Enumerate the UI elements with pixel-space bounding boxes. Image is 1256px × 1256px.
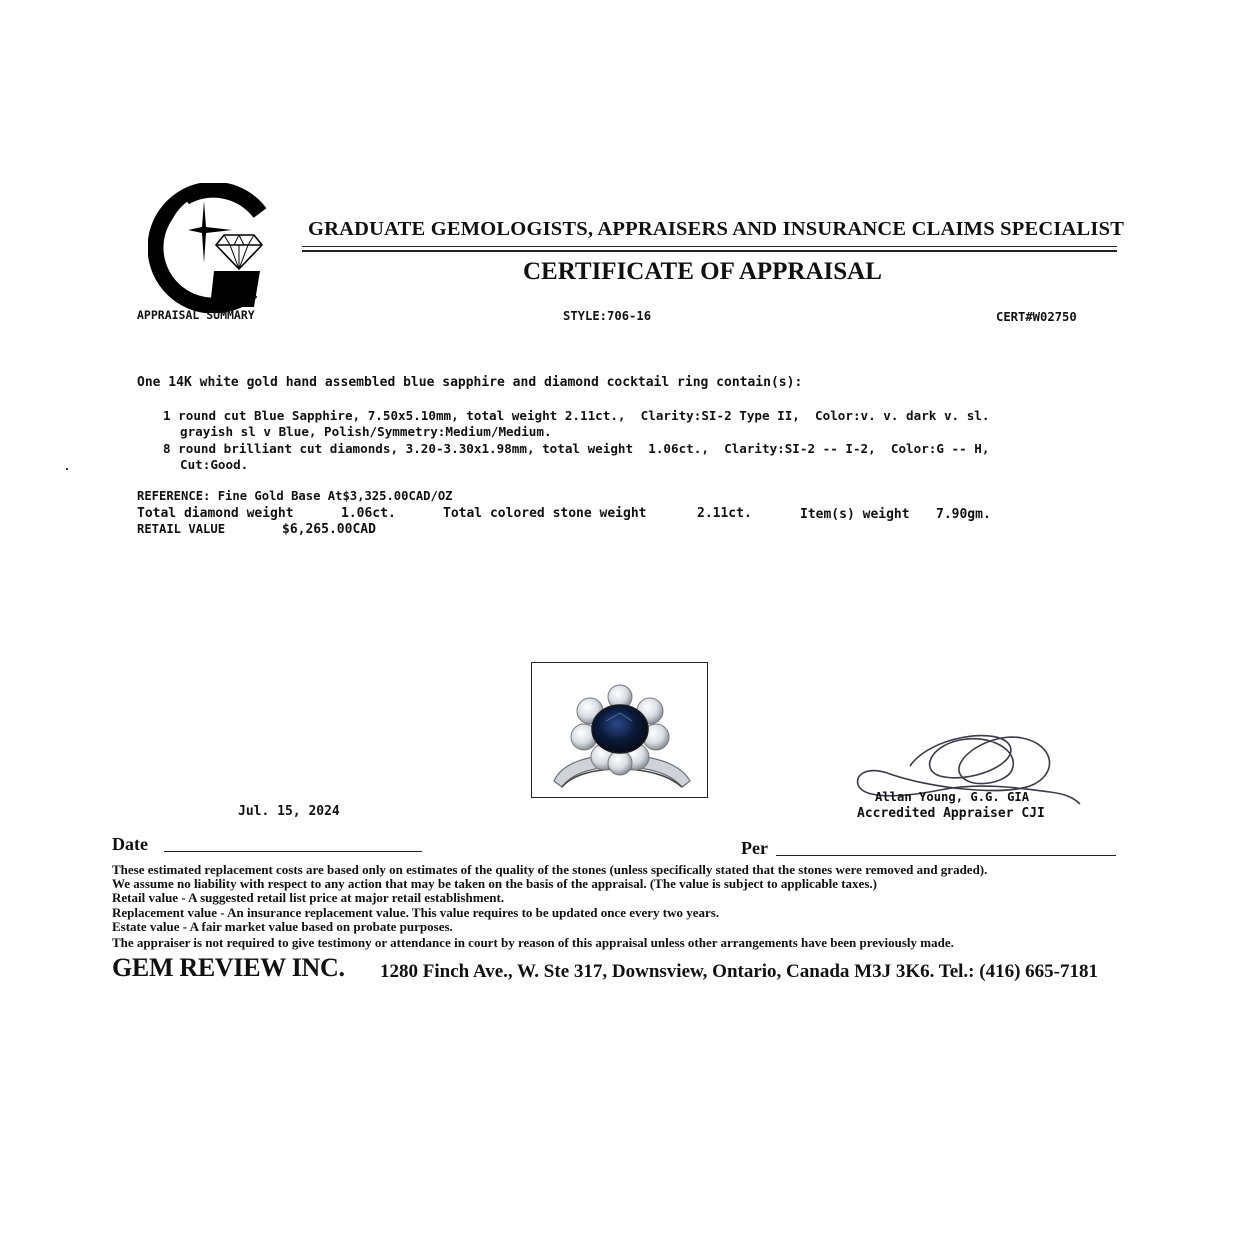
company-address: 1280 Finch Ave., W. Ste 317, Downsview, Ontario, Canada M3J 3K6. Tel.: (416) 665-7181: [380, 961, 1098, 982]
company-name: GEM REVIEW INC.: [112, 953, 345, 982]
disclaimer-line: Replacement value - An insurance replacement value. This value requires to be updated once every two years.: [112, 905, 720, 920]
retail-value-label: RETAIL VALUE: [137, 522, 226, 536]
item-intro: One 14K white gold hand assembled blue sapphire and diamond cocktail ring contain(s):: [137, 375, 803, 390]
per-line: [776, 855, 1116, 856]
disclaimer-line: Retail value - A suggested retail list price at major retail establishment.: [112, 890, 505, 905]
disclaimer-line: These estimated replacement costs are based only on estimates of the quality of the stones (unless specifically stated that the stones were removed and graded).: [112, 862, 988, 877]
organization-line: GRADUATE GEMOLOGISTS, APPRAISERS AND INSURANCE CLAIMS SPECIALIST: [308, 218, 1125, 240]
item-weight-value: 7.90gm.: [936, 507, 991, 522]
total-colored-label: Total colored stone weight: [443, 506, 647, 521]
ring-photo: [531, 662, 708, 798]
appraiser-name: Allan Young, G.G. GIA: [875, 790, 1030, 804]
retail-value-amount: $6,265.00CAD: [282, 522, 376, 537]
per-label: Per: [741, 838, 768, 858]
speck: [66, 468, 68, 470]
header-rule: [302, 246, 1117, 247]
item-weight-label: Item(s) weight: [800, 507, 910, 522]
disclaimer-line: The appraiser is not required to give testimony or attendance in court by reason of this appraisal unless other arrangements have been previously made.: [112, 935, 954, 950]
gem-logo-icon: [148, 183, 278, 313]
stone-line: grayish sl v Blue, Polish/Symmetry:Medium/Medium.: [180, 424, 552, 439]
date-value: Jul. 15, 2024: [238, 804, 340, 819]
reference-line: REFERENCE: Fine Gold Base At$3,325.00CAD/OZ: [137, 489, 453, 503]
style-number: STYLE:706-16: [563, 309, 652, 323]
cert-number: CERT#W02750: [996, 310, 1077, 324]
appraiser-title: Accredited Appraiser CJI: [857, 806, 1045, 821]
stone-line: 1 round cut Blue Sapphire, 7.50x5.10mm, total weight 2.11ct., Clarity:SI-2 Type II, Color:v. v. dark v. sl.: [163, 408, 990, 423]
disclaimer-line: We assume no liability with respect to any action that may be taken on the basis of the appraisal. (The value is subject to applicable taxes.): [112, 876, 877, 891]
stone-line: Cut:Good.: [180, 457, 249, 472]
total-diamond-value: 1.06ct.: [341, 506, 396, 521]
stone-line: 8 round brilliant cut diamonds, 3.20-3.30x1.98mm, total weight 1.06ct., Clarity:SI-2 -- I-2, Color:G -- H,: [163, 441, 990, 456]
date-label: Date: [112, 834, 148, 854]
total-diamond-label: Total diamond weight: [137, 506, 294, 521]
certificate-title: CERTIFICATE OF APPRAISAL: [523, 258, 882, 285]
date-line: [164, 851, 422, 852]
sapphire-ring-image: [532, 663, 707, 797]
disclaimer-line: Estate value - A fair market value based on probate purposes.: [112, 919, 453, 934]
total-colored-value: 2.11ct.: [697, 506, 752, 521]
header-rule: [302, 250, 1117, 252]
logo-caption: APPRAISAL SUMMARY: [137, 308, 255, 322]
